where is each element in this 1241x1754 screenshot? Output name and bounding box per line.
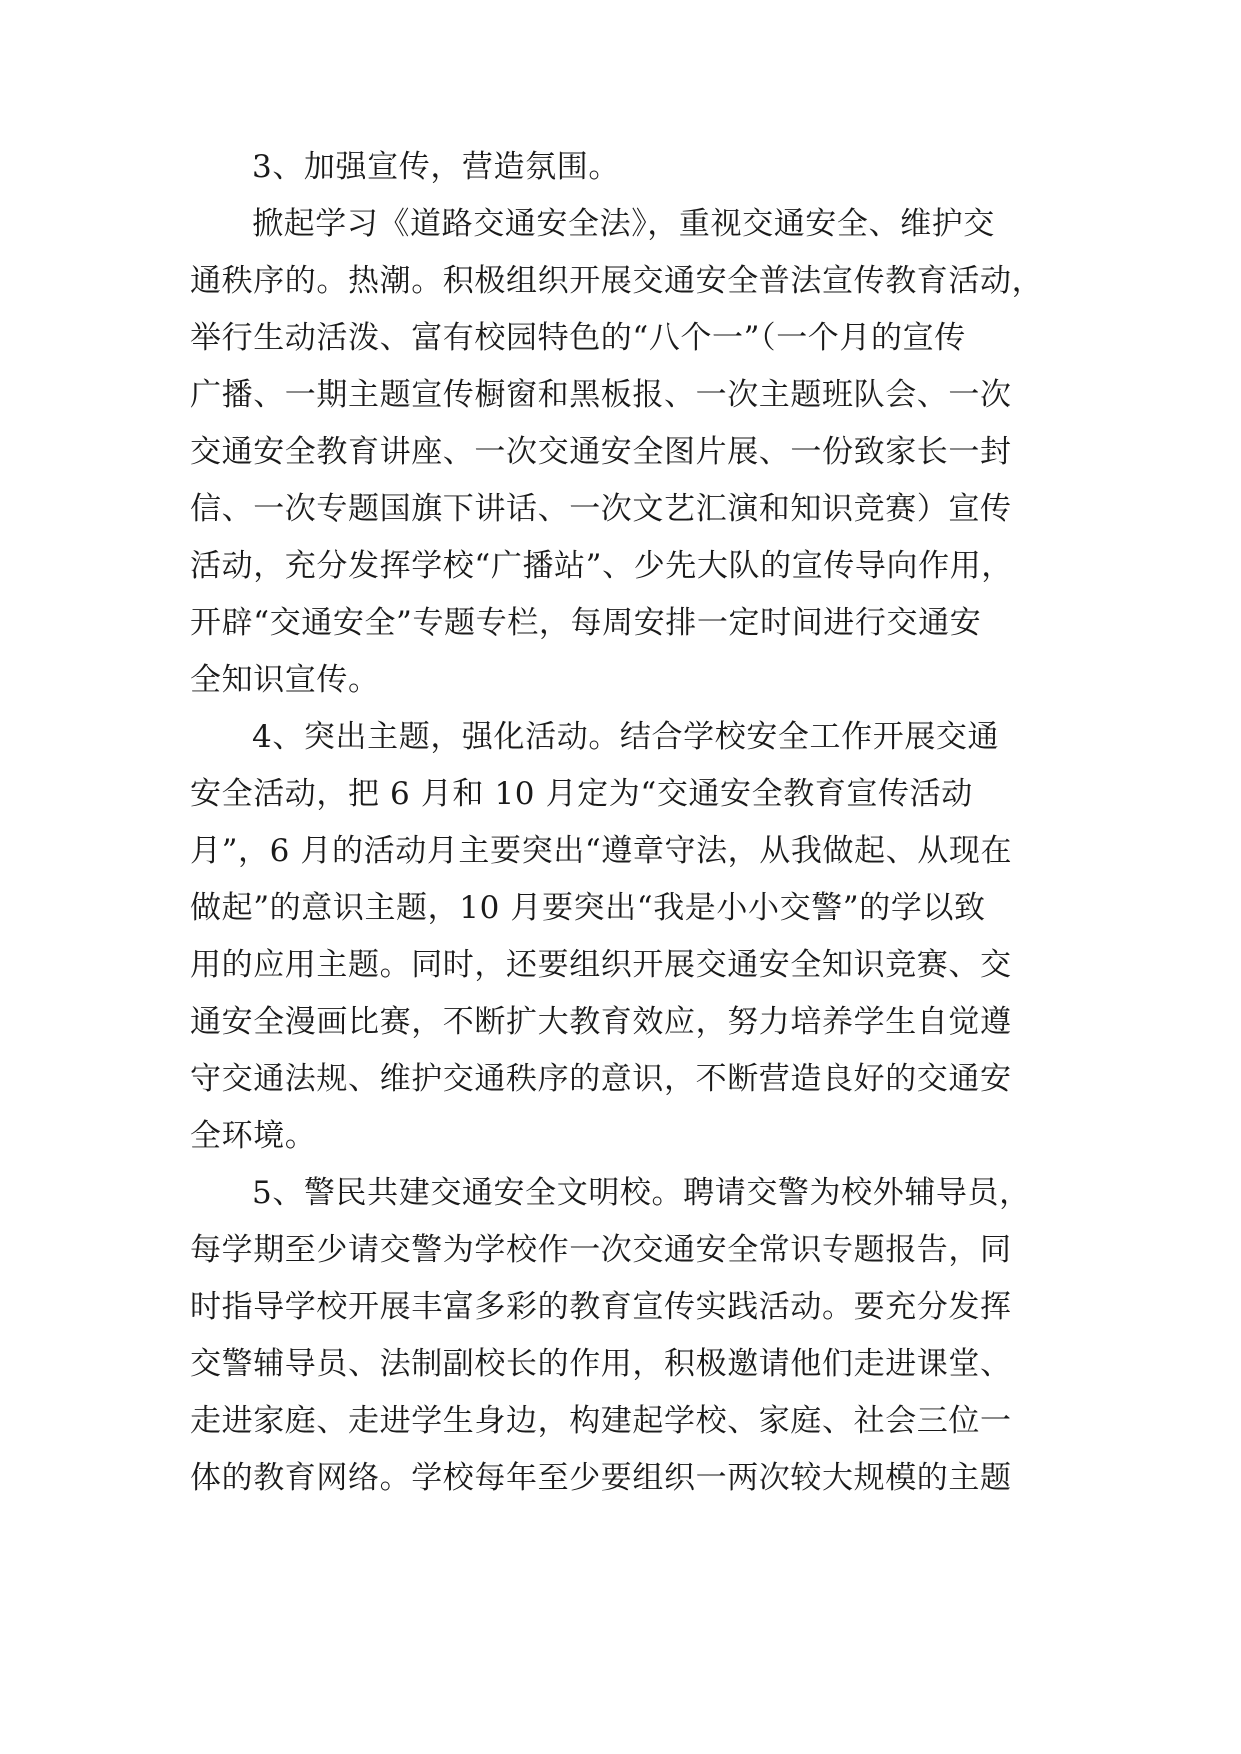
paragraph-line: 信、一次专题国旗下讲话、一次文艺汇演和知识竞赛）宣传 (190, 491, 1012, 527)
paragraph-line: 活动，充分发挥学校“广播站”、少先大队的宣传导向作用， (190, 548, 1013, 584)
paragraph-line: 每学期至少请交警为学校作一次交通安全常识专题报告，同 (190, 1232, 1012, 1268)
paragraph-line: 安全活动，把 6 月和 10 月定为“交通安全教育宣传活动 (190, 776, 973, 812)
paragraph-line: 走进家庭、走进学生身边，构建起学校、家庭、社会三位一 (190, 1403, 1012, 1439)
paragraph-line: 交通安全教育讲座、一次交通安全图片展、一份致家长一封 (190, 434, 1012, 470)
paragraph-line: 掀起学习《道路交通安全法》，重视交通安全、维护交 (252, 206, 995, 242)
paragraph-line: 广播、一期主题宣传橱窗和黑板报、一次主题班队会、一次 (190, 377, 1012, 413)
paragraph-line: 全环境。 (190, 1118, 317, 1154)
paragraph-line: 举行生动活泼、富有校园特色的“八个一”（一个月的宣传 (190, 320, 966, 356)
paragraph-line: 时指导学校开展丰富多彩的教育宣传实践活动。要充分发挥 (190, 1289, 1012, 1325)
paragraph-line: 通安全漫画比赛，不断扩大教育效应，努力培养学生自觉遵 (190, 1004, 1012, 1040)
paragraph-line: 用的应用主题。同时，还要组织开展交通安全知识竞赛、交 (190, 947, 1012, 983)
paragraph-line: 体的教育网络。学校每年至少要组织一两次较大规模的主题 (190, 1460, 1012, 1496)
paragraph-line: 全知识宣传。 (190, 662, 380, 698)
paragraph-line: 做起”的意识主题，10 月要突出“我是小小交警”的学以致 (190, 890, 986, 926)
section-3-heading: 3、加强宣传，营造氛围。 (252, 149, 620, 185)
paragraph-line: 交警辅导员、法制副校长的作用，积极邀请他们走进课堂、 (190, 1346, 1012, 1382)
paragraph-line: 通秩序的。热潮。积极组织开展交通安全普法宣传教育活动， (190, 263, 1044, 299)
section-4-heading: 4、突出主题，强化活动。结合学校安全工作开展交通 (252, 719, 1000, 755)
paragraph-line: 月”，6 月的活动月主要突出“遵章守法，从我做起、从现在 (190, 833, 1013, 869)
paragraph-line: 开辟“交通安全”专题专栏，每周安排一定时间进行交通安 (190, 605, 982, 641)
paragraph-line: 守交通法规、维护交通秩序的意识，不断营造良好的交通安 (190, 1061, 1012, 1097)
section-5-heading: 5、警民共建交通安全文明校。聘请交警为校外辅导员， (252, 1175, 1031, 1211)
